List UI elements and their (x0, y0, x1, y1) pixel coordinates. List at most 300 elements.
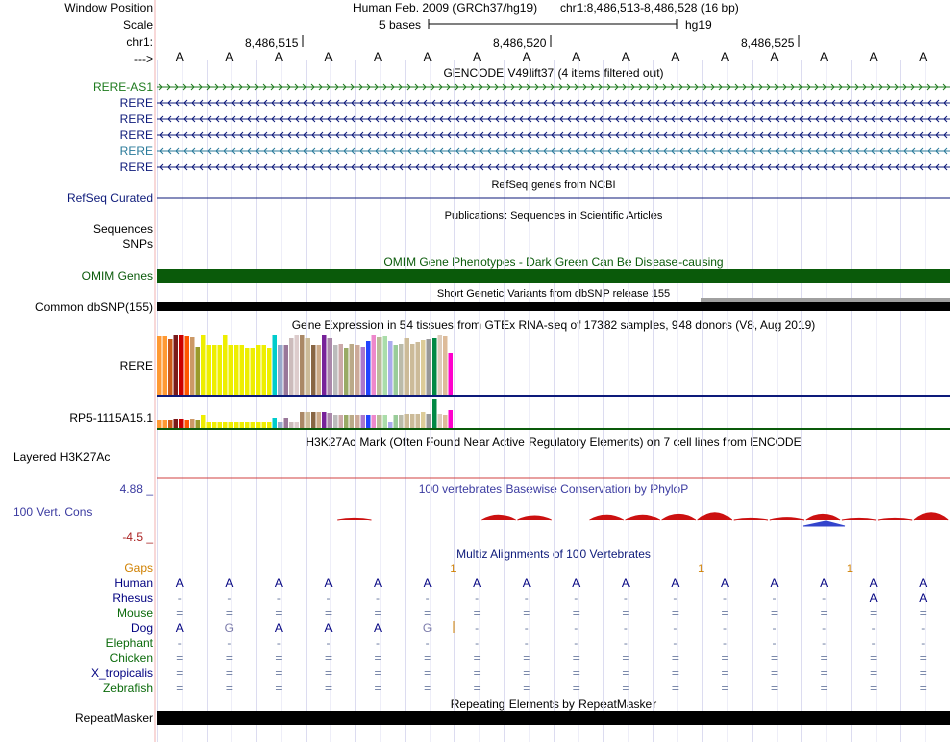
alignment-base: A (374, 576, 383, 590)
gencode-label[interactable]: RERE (119, 160, 153, 174)
alignment-base: = (572, 681, 580, 695)
gtex-tissue-bar[interactable] (300, 335, 305, 395)
gtex-tissue-bar[interactable] (201, 415, 206, 428)
alignment-base: - (772, 636, 777, 650)
gtex-tissue-bar[interactable] (366, 341, 371, 395)
alignment-base: A (175, 576, 184, 590)
alignment-base: - (871, 636, 876, 650)
base-letter: A (820, 50, 829, 64)
dbsnp-bar[interactable] (701, 302, 950, 311)
alignment-base: = (622, 666, 630, 680)
alignment-base: - (921, 621, 926, 635)
assembly-text: Human Feb. 2009 (GRCh37/hg19) (353, 1, 538, 15)
alignment-base: = (225, 666, 233, 680)
gtex-tissue-bar[interactable] (267, 422, 272, 428)
gene-feature[interactable] (157, 132, 950, 138)
gtex-tissue-bar[interactable] (174, 419, 179, 428)
strand-label: ---> (134, 52, 153, 66)
gtex-tissue-bar[interactable] (168, 420, 173, 428)
base-letter: A (522, 50, 531, 64)
window-position-label[interactable]: Window Position (64, 1, 153, 15)
gtex-tissue-bar[interactable] (372, 335, 377, 395)
omim-gene-bar[interactable] (157, 269, 950, 283)
alignment-base: = (473, 651, 481, 665)
alignment-base: - (722, 621, 727, 635)
alignment-base: = (324, 606, 332, 620)
gtex-tissue-bar[interactable] (427, 339, 432, 395)
gtex-tissue-bar[interactable] (427, 414, 432, 428)
gtex-tissue-bar[interactable] (306, 338, 311, 395)
alignment-base: - (772, 621, 777, 635)
alignment-base: = (622, 606, 630, 620)
gene-feature[interactable] (157, 100, 950, 106)
alignment-base: = (424, 606, 432, 620)
alignment-base: - (177, 636, 182, 650)
repeatmasker-label[interactable]: RepeatMasker (74, 711, 153, 725)
alignment-base: - (673, 621, 678, 635)
dbsnp-label[interactable]: Common dbSNP(155) (34, 300, 153, 314)
alignment-base: = (523, 681, 531, 695)
gtex-tissue-bar[interactable] (212, 345, 217, 395)
gencode-label[interactable]: RERE (119, 112, 153, 126)
coord-label: 8,486,515 (245, 36, 299, 50)
gtex-tissue-bar[interactable] (207, 345, 212, 395)
gtex-tissue-bar[interactable] (394, 415, 399, 428)
species-label[interactable]: X_tropicalis (90, 666, 153, 680)
gene-feature[interactable] (157, 148, 950, 154)
gtex-tissue-bar[interactable] (311, 412, 316, 428)
species-label[interactable]: Elephant (105, 636, 153, 650)
gene-feature[interactable] (157, 164, 950, 170)
gtex-tissue-bar[interactable] (372, 415, 377, 428)
alignment-base: = (721, 606, 729, 620)
alignment-base: = (671, 681, 679, 695)
alignment-base: = (324, 651, 332, 665)
gap-marker: 1 (846, 563, 853, 575)
species-label[interactable]: Chicken (109, 651, 153, 665)
alignment-base: A (374, 621, 383, 635)
alignment-base: A (720, 576, 729, 590)
gap-marker: 1 (450, 563, 457, 575)
alignment-base: = (275, 681, 283, 695)
gtex-tissue-bar[interactable] (185, 336, 190, 395)
phylop-peak[interactable] (518, 516, 552, 520)
refseq-label[interactable]: RefSeq Curated (66, 191, 153, 205)
gtex-tissue-bar[interactable] (410, 344, 415, 395)
alignment-base: A (324, 576, 333, 590)
gtex-tissue-bar[interactable] (438, 335, 443, 395)
alignment-base: G (224, 621, 235, 635)
gtex-tissue-bar[interactable] (339, 415, 344, 428)
gtex-tissue-bar[interactable] (350, 415, 355, 428)
gtex-tissue-bar[interactable] (179, 335, 184, 395)
alignment-base: = (771, 681, 779, 695)
repeatmasker-title[interactable]: Repeating Elements by RepeatMasker (450, 697, 657, 711)
alignment-base: = (919, 681, 927, 695)
gene-feature[interactable] (157, 116, 950, 122)
gtex-tissue-bar[interactable] (163, 420, 168, 428)
gtex-tissue-bar[interactable] (432, 399, 437, 428)
alignment-base: A (274, 621, 283, 635)
gtex-tissue-bar[interactable] (438, 414, 443, 428)
scale-text: 5 bases (379, 18, 422, 32)
phylop-peak[interactable] (337, 518, 371, 520)
alignment-base: - (673, 636, 678, 650)
gtex-tissue-bar[interactable] (388, 341, 393, 395)
gtex-tissue-bar[interactable] (322, 335, 327, 395)
alignment-base: = (721, 651, 729, 665)
base-letter: A (473, 50, 482, 64)
gtex-tissue-bar[interactable] (267, 348, 272, 395)
gtex-tissue-bar[interactable] (185, 420, 190, 428)
gtex-tissue-bar[interactable] (256, 345, 261, 395)
alignment-base: - (524, 636, 529, 650)
alignment-base: - (574, 621, 579, 635)
alignment-base: = (473, 606, 481, 620)
base-letter: A (621, 50, 630, 64)
gtex-tissue-bar[interactable] (399, 415, 404, 428)
gtex-title[interactable]: Gene Expression in 54 tissues from GTEx RNA-seq of 17382 samples, 948 donors (V8, Aug 2019) (291, 318, 816, 332)
gtex-tissue-bar[interactable] (333, 345, 338, 395)
alignment-base: = (424, 666, 432, 680)
alignment-base: = (424, 651, 432, 665)
base-letter: A (869, 50, 878, 64)
gtex-tissue-bar[interactable] (240, 345, 245, 395)
alignment-base: - (871, 621, 876, 635)
gencode-label[interactable]: RERE (119, 128, 153, 142)
alignment-base: = (572, 651, 580, 665)
alignment-base: - (574, 591, 579, 605)
phylop-max-label: 4.88 _ (119, 482, 153, 496)
gtex-tissue-bar[interactable] (405, 414, 410, 428)
alignment-base: = (721, 666, 729, 680)
gtex-tissue-bar[interactable] (218, 422, 223, 428)
gtex-tissue-bar[interactable] (344, 415, 349, 428)
phylop-peak[interactable] (914, 513, 948, 520)
gtex-tissue-bar[interactable] (295, 335, 300, 395)
base-letter: A (671, 50, 680, 64)
gtex-tissue-bar[interactable] (339, 344, 344, 395)
gtex-tissue-bar[interactable] (361, 347, 366, 395)
gtex-tissue-bar[interactable] (163, 336, 168, 395)
gtex-tissue-bar[interactable] (284, 345, 289, 395)
gtex-tissue-bar[interactable] (245, 422, 250, 428)
gtex-tissue-bar[interactable] (201, 335, 206, 395)
gtex-tissue-bar[interactable] (289, 338, 294, 395)
phylop-peak[interactable] (662, 514, 696, 520)
gtex-tissue-bar[interactable] (179, 419, 184, 428)
repeatmasker-bar[interactable] (157, 711, 950, 725)
gtex-gene-label[interactable]: RERE (119, 359, 153, 373)
gtex-tissue-bar[interactable] (377, 337, 382, 395)
omim-label[interactable]: OMIM Genes (81, 269, 153, 283)
gencode-label[interactable]: RERE-AS1 (92, 80, 153, 94)
phylop-peak[interactable] (770, 518, 804, 520)
alignment-base: = (870, 681, 878, 695)
h3k27ac-title[interactable]: H3K27Ac Mark (Often Found Near Active Regulatory Elements) on 7 cell lines from ENCODE (305, 435, 802, 449)
gtex-tissue-bar[interactable] (333, 415, 338, 428)
alignment-base: A (522, 576, 531, 590)
sequences-label[interactable]: Sequences (92, 222, 153, 236)
gtex-tissue-bar[interactable] (432, 338, 437, 395)
gap-marker: 1 (698, 563, 705, 575)
alignment-base: - (673, 591, 678, 605)
alignment-base: - (921, 636, 926, 650)
alignment-base: - (822, 621, 827, 635)
gtex-gene-label[interactable]: RP5-1115A15.1 (69, 411, 153, 425)
omim-title[interactable]: OMIM Gene Phenotypes - Dark Green Can Be Disease-causing (383, 255, 724, 269)
gtex-tissue-bar[interactable] (278, 345, 283, 395)
alignment-base: = (820, 681, 828, 695)
alignment-base: G (422, 621, 433, 635)
gtex-tissue-bar[interactable] (245, 348, 250, 395)
alignment-base: - (623, 621, 628, 635)
base-letter: A (274, 50, 283, 64)
gtex-tissue-bar[interactable] (289, 422, 294, 428)
alignment-base: - (227, 636, 232, 650)
alignment-base: - (276, 591, 281, 605)
gtex-tissue-bar[interactable] (229, 345, 234, 395)
gtex-tissue-bar[interactable] (410, 414, 415, 428)
gtex-tissue-bar[interactable] (273, 418, 278, 428)
alignment-base: - (475, 621, 480, 635)
alignment-base: A (820, 576, 829, 590)
coord-label: 8,486,525 (741, 36, 795, 50)
phylop-min-label: -4.5 _ (122, 530, 153, 544)
alignment-base: = (424, 681, 432, 695)
alignment-base: - (376, 591, 381, 605)
gencode-label[interactable]: RERE (119, 144, 153, 158)
gaps-label[interactable]: Gaps (124, 561, 153, 575)
gtex-tissue-bar[interactable] (405, 338, 410, 395)
gencode-title[interactable]: GENCODE V49lift37 (4 items filtered out) (443, 66, 664, 80)
phylop-peak[interactable] (734, 518, 768, 520)
alignment-base: A (770, 576, 779, 590)
gtex-tissue-bar[interactable] (328, 338, 333, 395)
alignment-base: = (523, 666, 531, 680)
gtex-tissue-bar[interactable] (416, 414, 421, 428)
alignment-base: - (822, 636, 827, 650)
alignment-base: = (771, 606, 779, 620)
alignment-base: = (324, 681, 332, 695)
alignment-base: = (275, 666, 283, 680)
coord-label: 8,486,520 (493, 36, 547, 50)
alignment-base: = (225, 606, 233, 620)
alignment-base: = (622, 651, 630, 665)
gtex-tissue-bar[interactable] (262, 345, 267, 395)
phylop-title[interactable]: 100 vertebrates Basewise Conservation by PhyloP (418, 482, 689, 496)
alignment-base: - (376, 636, 381, 650)
gtex-tissue-bar[interactable] (317, 345, 322, 395)
gtex-tissue-bar[interactable] (284, 418, 289, 428)
gtex-tissue-bar[interactable] (311, 345, 316, 395)
gtex-tissue-bar[interactable] (168, 339, 173, 395)
position-text[interactable]: chr1:8,486,513-8,486,528 (16 bp) (560, 1, 739, 15)
alignment-base: A (473, 576, 482, 590)
gtex-tissue-bar[interactable] (157, 420, 162, 428)
gtex-tissue-bar[interactable] (317, 412, 322, 428)
phylop-peak[interactable] (590, 515, 624, 520)
gtex-tissue-bar[interactable] (157, 336, 162, 395)
gtex-tissue-bar[interactable] (306, 412, 311, 428)
gtex-tissue-bar[interactable] (212, 422, 217, 428)
alignment-base: - (475, 636, 480, 650)
alignment-base: = (225, 651, 233, 665)
h3k27ac-label[interactable]: Layered H3K27Ac (13, 450, 111, 464)
alignment-base: = (176, 606, 184, 620)
gtex-tissue-bar[interactable] (416, 342, 421, 395)
alignment-base: A (423, 576, 432, 590)
gtex-tissue-bar[interactable] (295, 422, 300, 428)
phylop-peak[interactable] (842, 518, 876, 520)
gtex-tissue-bar[interactable] (366, 415, 371, 428)
phylop-peak[interactable] (806, 514, 840, 520)
gtex-tissue-bar[interactable] (190, 337, 195, 395)
species-label[interactable]: Mouse (116, 606, 153, 620)
alignment-base: = (870, 666, 878, 680)
base-letter: A (374, 50, 383, 64)
alignment-base: A (671, 576, 680, 590)
alignment-base: = (176, 651, 184, 665)
gtex-tissue-bar[interactable] (421, 340, 426, 395)
alignment-base: = (225, 681, 233, 695)
alignment-base: = (919, 606, 927, 620)
alignment-base: = (820, 606, 828, 620)
alignment-base: = (572, 666, 580, 680)
gene-feature[interactable] (157, 84, 950, 90)
gtex-tissue-bar[interactable] (223, 422, 228, 428)
gtex-tissue-bar[interactable] (344, 348, 349, 395)
dbsnp-title[interactable]: Short Genetic Variants from dbSNP release 155 (436, 288, 671, 300)
alignment-base: = (671, 666, 679, 680)
multiz-title[interactable]: Multiz Alignments of 100 Vertebrates (456, 547, 651, 561)
gtex-tissue-bar[interactable] (196, 420, 201, 428)
alignment-base: A (869, 576, 878, 590)
gtex-tissue-bar[interactable] (196, 347, 201, 395)
gtex-tissue-bar[interactable] (223, 335, 228, 395)
gtex-tissue-bar[interactable] (240, 422, 245, 428)
gtex-tissue-bar[interactable] (443, 336, 448, 395)
gtex-tissue-bar[interactable] (350, 344, 355, 395)
alignment-base: A (175, 621, 184, 635)
alignment-base: = (374, 666, 382, 680)
gtex-tissue-bar[interactable] (361, 415, 366, 428)
alignment-base: = (176, 666, 184, 680)
alignment-base: = (473, 666, 481, 680)
base-letter: A (720, 50, 729, 64)
alignment-base: - (524, 591, 529, 605)
alignment-base: - (177, 591, 182, 605)
phylop-peak[interactable] (626, 515, 660, 520)
base-letter: A (324, 50, 333, 64)
alignment-base: A (869, 591, 878, 605)
gtex-tissue-bar[interactable] (174, 335, 179, 395)
gtex-tissue-bar[interactable] (355, 415, 360, 428)
phylop-label[interactable]: 100 Vert. Cons (13, 505, 93, 519)
alignment-base: A (919, 591, 928, 605)
alignment-base: A (225, 576, 234, 590)
gtex-tissue-bar[interactable] (394, 345, 399, 395)
species-label[interactable]: Dog (130, 621, 153, 635)
gtex-tissue-bar[interactable] (388, 422, 393, 428)
scale-label[interactable]: Scale (122, 18, 153, 32)
gtex-tissue-bar[interactable] (322, 412, 327, 428)
alignment-base: - (772, 591, 777, 605)
gtex-tissue-bar[interactable] (251, 348, 256, 395)
alignment-base: = (374, 681, 382, 695)
gtex-tissue-bar[interactable] (300, 412, 305, 428)
gtex-tissue-bar[interactable] (278, 422, 283, 428)
alignment-base: = (870, 606, 878, 620)
gtex-tissue-bar[interactable] (328, 413, 333, 428)
species-label[interactable]: Zebrafish (102, 681, 153, 695)
alignment-base: = (622, 681, 630, 695)
gtex-tissue-bar[interactable] (355, 345, 360, 395)
gtex-tissue-bar[interactable] (207, 422, 212, 428)
gtex-tissue-bar[interactable] (273, 335, 278, 395)
gtex-tissue-bar[interactable] (229, 422, 234, 428)
base-letter: A (423, 50, 432, 64)
gtex-tissue-bar[interactable] (234, 345, 239, 395)
refseq-title[interactable]: RefSeq genes from NCBI (491, 179, 616, 191)
alignment-base: A (572, 576, 581, 590)
alignment-base: = (671, 606, 679, 620)
gtex-tissue-bar[interactable] (190, 419, 195, 428)
phylop-peak[interactable] (878, 518, 912, 520)
gtex-tissue-bar[interactable] (234, 422, 239, 428)
gtex-tissue-bar[interactable] (256, 422, 261, 428)
alignment-base: - (623, 591, 628, 605)
alignment-base: - (722, 636, 727, 650)
gtex-tissue-bar[interactable] (383, 415, 388, 428)
gtex-tissue-bar[interactable] (218, 345, 223, 395)
alignment-base: = (870, 651, 878, 665)
publications-title[interactable]: Publications: Sequences in Scientific Articles (444, 210, 663, 222)
alignment-base: - (524, 621, 529, 635)
alignment-base: = (919, 666, 927, 680)
alignment-base: = (275, 651, 283, 665)
species-label[interactable]: Human (114, 576, 153, 590)
gtex-tissue-bar[interactable] (421, 412, 426, 428)
gtex-tissue-bar[interactable] (251, 422, 256, 428)
alignment-base: = (820, 666, 828, 680)
gtex-tissue-bar[interactable] (449, 410, 454, 428)
phylop-peak[interactable] (481, 515, 515, 520)
alignment-base: = (374, 606, 382, 620)
base-letter: A (919, 50, 928, 64)
chrom-label[interactable]: chr1: (126, 35, 153, 49)
db-text: hg19 (685, 18, 712, 32)
gtex-tissue-bar[interactable] (449, 353, 454, 395)
species-label[interactable]: Rhesus (112, 591, 153, 605)
gtex-tissue-bar[interactable] (443, 415, 448, 428)
gtex-tissue-bar[interactable] (399, 344, 404, 395)
alignment-base: = (523, 606, 531, 620)
alignment-base: = (572, 606, 580, 620)
alignment-base: - (722, 591, 727, 605)
gencode-label[interactable]: RERE (119, 96, 153, 110)
gtex-tissue-bar[interactable] (383, 336, 388, 395)
alignment-base: = (919, 651, 927, 665)
gtex-tissue-bar[interactable] (262, 422, 267, 428)
snps-label[interactable]: SNPs (122, 237, 153, 251)
gtex-tissue-bar[interactable] (377, 415, 382, 428)
base-letter: A (770, 50, 779, 64)
alignment-base: - (227, 591, 232, 605)
alignment-base: - (822, 591, 827, 605)
phylop-negative-peak[interactable] (803, 521, 845, 526)
alignment-base: - (326, 591, 331, 605)
